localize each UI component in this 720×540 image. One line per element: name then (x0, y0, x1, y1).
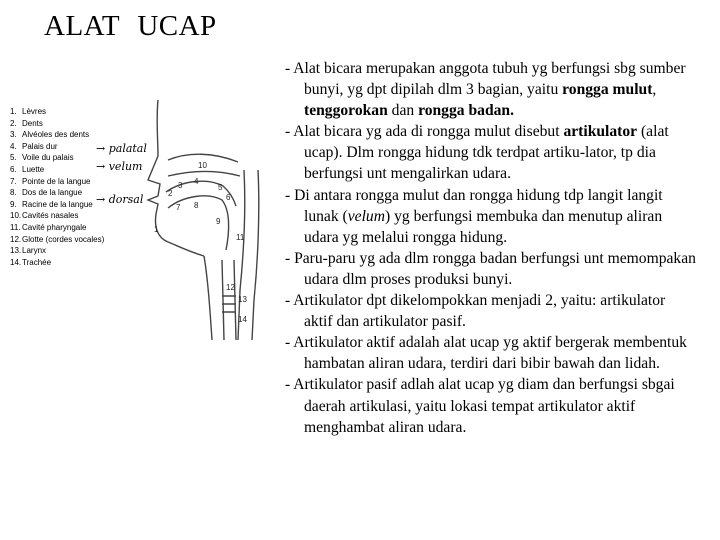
bullet-item (276, 248, 696, 290)
region-number: 10 (198, 161, 207, 170)
italic-text: velum (347, 207, 385, 225)
region-number: 3 (178, 181, 183, 190)
handwritten-annotation-velum: → velum (96, 160, 143, 173)
bullet-item (276, 332, 696, 374)
bullet-item (276, 290, 696, 332)
legend-item: 2. Dents (10, 118, 43, 128)
region-number: 11 (236, 233, 245, 242)
legend-item: 13.Larynx (10, 246, 47, 256)
region-number: 5 (218, 183, 223, 192)
bold-text: tenggorokan (304, 102, 388, 120)
legend-item: 14.Trachée (10, 257, 52, 267)
text-segment: - Artikulator dpt dikelompokkan menjadi 2, yaitu: artikulator aktif dan artikulator pasif. (285, 292, 666, 331)
bold-text: artikulator (563, 123, 638, 141)
legend-item: 7. Pointe de la langue (10, 176, 91, 186)
handwritten-annotation-palatal: → palatal (96, 142, 147, 155)
slide-title: ALAT UCAP (44, 10, 217, 42)
legend-item: 8. Dos de la langue (10, 188, 83, 198)
bullet-list (276, 58, 696, 438)
speech-organs-diagram (8, 100, 270, 340)
text-segment: , (652, 81, 657, 99)
legend-item: 4. Palais dur (10, 141, 58, 151)
bullet-item (276, 58, 696, 121)
legend-item: 6. Luette (10, 164, 45, 174)
bold-text: rongga mulut (562, 81, 653, 99)
bullet-item (276, 121, 696, 184)
bullet-item (276, 374, 696, 437)
legend-item: 1. Lèvres (10, 107, 47, 116)
text-segment: ) yg berfungsi membuka dan menutup aliran udara yg melalui rongga hidung. (304, 207, 663, 246)
handwritten-annotation-dorsal: → dorsal (96, 193, 144, 206)
text-segment: - Di antara rongga mulut dan rongga hidung tdp langit langit lunak ( (285, 186, 663, 225)
region-number: 6 (226, 193, 231, 202)
text-segment: - Alat bicara yg ada di rongga mulut disebut (285, 123, 564, 141)
text-segment: - Paru-paru yg ada dlm rongga badan berfungsi unt memompakan udara dlm proses produksi bunyi. (285, 249, 696, 288)
text-segment: - Artikulator pasif adlah alat ucap yg diam dan berfungsi sbgai daerah artikulasi, yaitu lokasi tempat artikulator aktif menghambat aliran udara. (285, 376, 675, 436)
region-number: 4 (194, 177, 199, 186)
region-number: 1 (154, 225, 159, 234)
legend-item: 5. Voile du palais (10, 153, 74, 163)
text-segment: - Alat bicara merupakan anggota tubuh yg berfungsi sbg sumber bunyi, yg dpt dipilah dlm 3 bagian, yaitu (285, 60, 686, 99)
legend-item: 9. Racine de la langue (10, 199, 93, 209)
region-number: 7 (176, 203, 181, 212)
region-number: 9 (216, 217, 221, 226)
legend-item: 12.Glotte (cordes vocales) (10, 234, 105, 244)
diagram-legend (10, 106, 104, 268)
region-number: 2 (168, 189, 173, 198)
region-number: 13 (238, 295, 247, 304)
legend-item: 3. Alvéoles des dents (10, 130, 90, 140)
bullet-item (276, 185, 696, 248)
region-number: 14 (238, 315, 247, 324)
legend-item: 11.Cavité pharyngale (10, 222, 87, 232)
text-segment: dan (387, 102, 419, 120)
region-number: 8 (194, 201, 199, 210)
text-segment: (alat ucap). Dlm rongga hidung tdk terdpat artiku-lator, tp dia berfungsi unt mengalirkan udara. (304, 123, 669, 183)
bold-text: rongga badan. (418, 102, 514, 120)
region-number: 12 (226, 283, 235, 292)
text-segment: - Artikulator aktif adalah alat ucap yg aktif bergerak membentuk hambatan aliran udara, terdiri dari bibir bawah dan lidah. (285, 334, 687, 373)
legend-item: 10.Cavités nasales (10, 211, 79, 221)
